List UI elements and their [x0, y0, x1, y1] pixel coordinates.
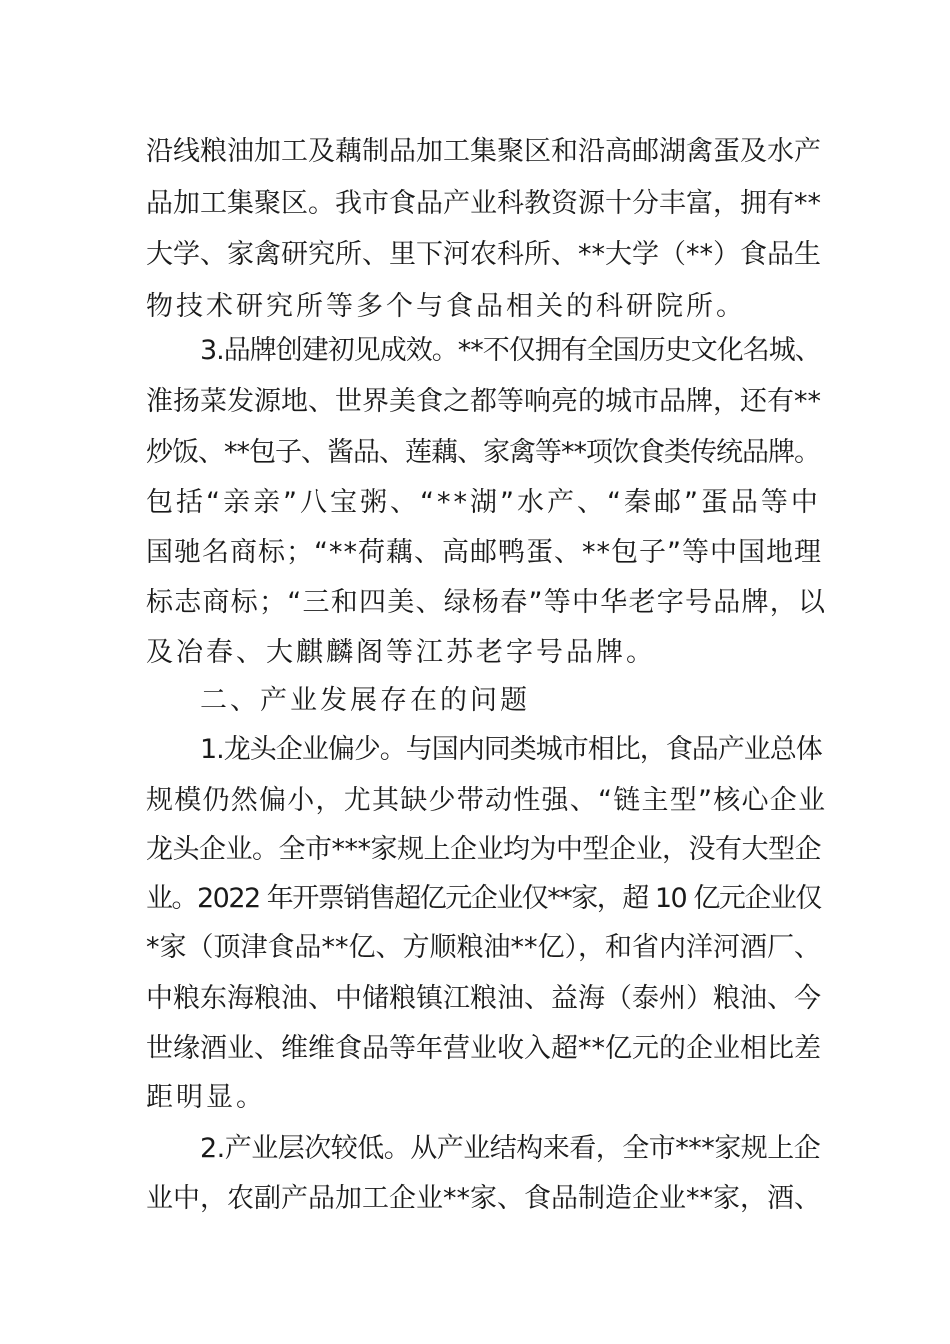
text-line: 业。2022 年开票销售超亿元企业仅**家，超 10 亿元企业仅: [146, 883, 821, 914]
text-line: 淮扬菜发源地、世界美食之都等响亮的城市品牌，还有**: [146, 386, 821, 417]
text-line: 炒饭、**包子、酱品、莲藕、家禽等**项饮食类传统品牌。: [146, 437, 820, 468]
text-line: 世缘酒业、维维食品等年营业收入超**亿元的企业相比差: [146, 1033, 821, 1064]
text-line: 3.品牌创建初见成效。**不仅拥有全国历史文化名城、: [200, 335, 821, 366]
text-line: 中粮东海粮油、中储粮镇江粮油、益海（泰州）粮油、今: [146, 983, 821, 1014]
section-heading: 二、产业发展存在的问题: [200, 685, 530, 716]
text-line: 及冶春、大麒麟阁等江苏老字号品牌。: [146, 637, 656, 668]
text-line: 龙头企业。全市***家规上企业均为中型企业，没有大型企: [146, 834, 821, 865]
text-line: 品加工集聚区。我市食品产业科教资源十分丰富，拥有**: [146, 188, 821, 219]
text-line: 距明显。: [146, 1082, 266, 1113]
text-line: 业中，农副产品加工企业**家、食品制造企业**家，酒、: [146, 1183, 821, 1214]
text-line: 标志商标；“三和四美、绿杨春”等中华老字号品牌，以: [146, 587, 827, 618]
text-line: 规模仍然偏小，尤其缺少带动性强、“链主型”核心企业: [146, 785, 827, 816]
text-line: 1.龙头企业偏少。与国内同类城市相比，食品产业总体: [200, 734, 822, 765]
text-line: 2.产业层次较低。从产业结构来看，全市***家规上企: [200, 1133, 821, 1164]
text-line: 沿线粮油加工及藕制品加工集聚区和沿高邮湖禽蛋及水产: [146, 136, 821, 167]
text-line: 物技术研究所等多个与食品相关的科研院所。: [146, 291, 746, 322]
text-line: 包括“亲亲”八宝粥、“**湖”水产、“秦邮”蛋品等中: [146, 487, 821, 518]
text-line: 大学、家禽研究所、里下河农科所、**大学（**）食品生: [146, 239, 821, 270]
text-line: *家（顶津食品**亿、方顺粮油**亿），和省内洋河酒厂、: [146, 932, 821, 963]
text-line: 国驰名商标；“**荷藕、高邮鸭蛋、**包子”等中国地理: [146, 537, 822, 568]
